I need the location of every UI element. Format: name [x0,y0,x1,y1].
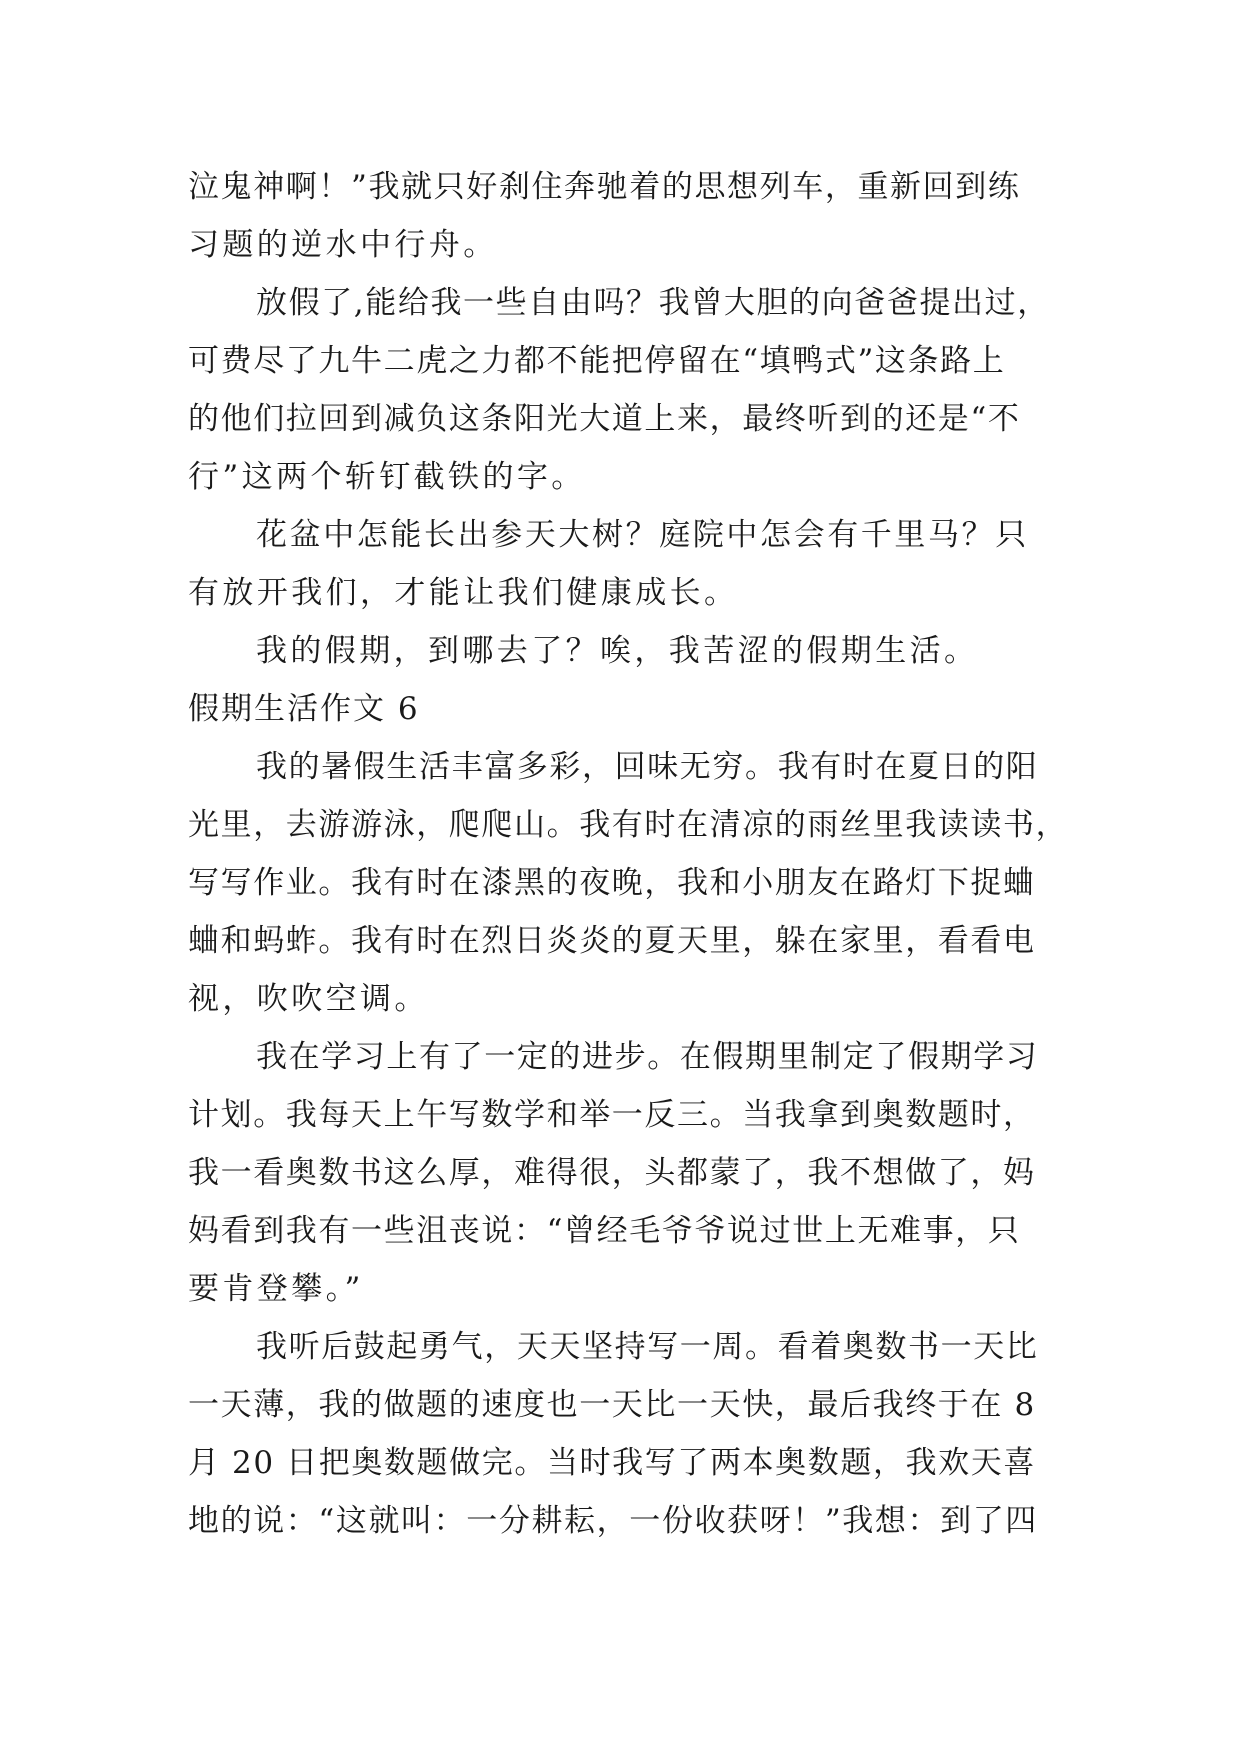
text-line: 假期生活作文 6 [188,691,420,727]
text-line: 行”这两个斩钉截铁的字。 [188,459,586,495]
text-line: 有放开我们，才能让我们健康成长。 [188,575,739,611]
text-line: 我在学习上有了一定的进步。在假期里制定了假期学习 [256,1039,1039,1075]
text-line: 地的说：“这就叫：一分耕耘，一份收获呀！”我想：到了四 [188,1503,1038,1539]
text-line: 月 20 日把奥数题做完。当时我写了两本奥数题，我欢天喜 [188,1445,1036,1481]
text-line: 花盆中怎能长出参天大树？庭院中怎会有千里马？只 [256,517,1029,553]
text-line: 要肯登攀。” [188,1271,364,1307]
text-line: 放假了,能给我一些自由吗？我曾大胆的向爸爸提出过， [256,285,1050,321]
text-line: 我一看奥数书这么厚，难得很，头都蒙了，我不想做了，妈 [188,1155,1036,1191]
text-line: 泣鬼神啊！”我就只好刹住奔驰着的思想列车，重新回到练 [188,169,1021,205]
document-body [188,158,1088,1550]
text-line: 习题的逆水中行舟。 [188,227,498,263]
text-line: 我的暑假生活丰富多彩，回味无穷。我有时在夏日的阳 [256,749,1039,785]
text-line: 视，吹吹空调。 [188,981,429,1017]
text-line: 可费尽了九牛二虎之力都不能把停留在“填鸭式”这条路上 [188,343,1006,379]
text-line: 计划。我每天上午写数学和举一反三。当我拿到奥数题时， [188,1097,1036,1133]
text-line: 妈看到我有一些沮丧说：“曾经毛爷爷说过世上无难事，只 [188,1213,1021,1249]
text-line: 一天薄，我的做题的速度也一天比一天快，最后我终于在 8 [188,1387,1036,1423]
text-line: 写写作业。我有时在漆黑的夜晚，我和小朋友在路灯下捉蛐 [188,865,1036,901]
text-line: 我听后鼓起勇气，天天坚持写一周。看着奥数书一天比 [256,1329,1039,1365]
text-line: 光里，去游游泳，爬爬山。我有时在清凉的雨丝里我读读书， [188,807,1069,843]
text-line: 蛐和蚂蚱。我有时在烈日炎炎的夏天里，躲在家里，看看电 [188,923,1036,959]
text-line: 的他们拉回到减负这条阳光大道上来，最终听到的还是“不 [188,401,1021,437]
text-line: 我的假期，到哪去了？唉，我苦涩的假期生活。 [256,633,979,669]
